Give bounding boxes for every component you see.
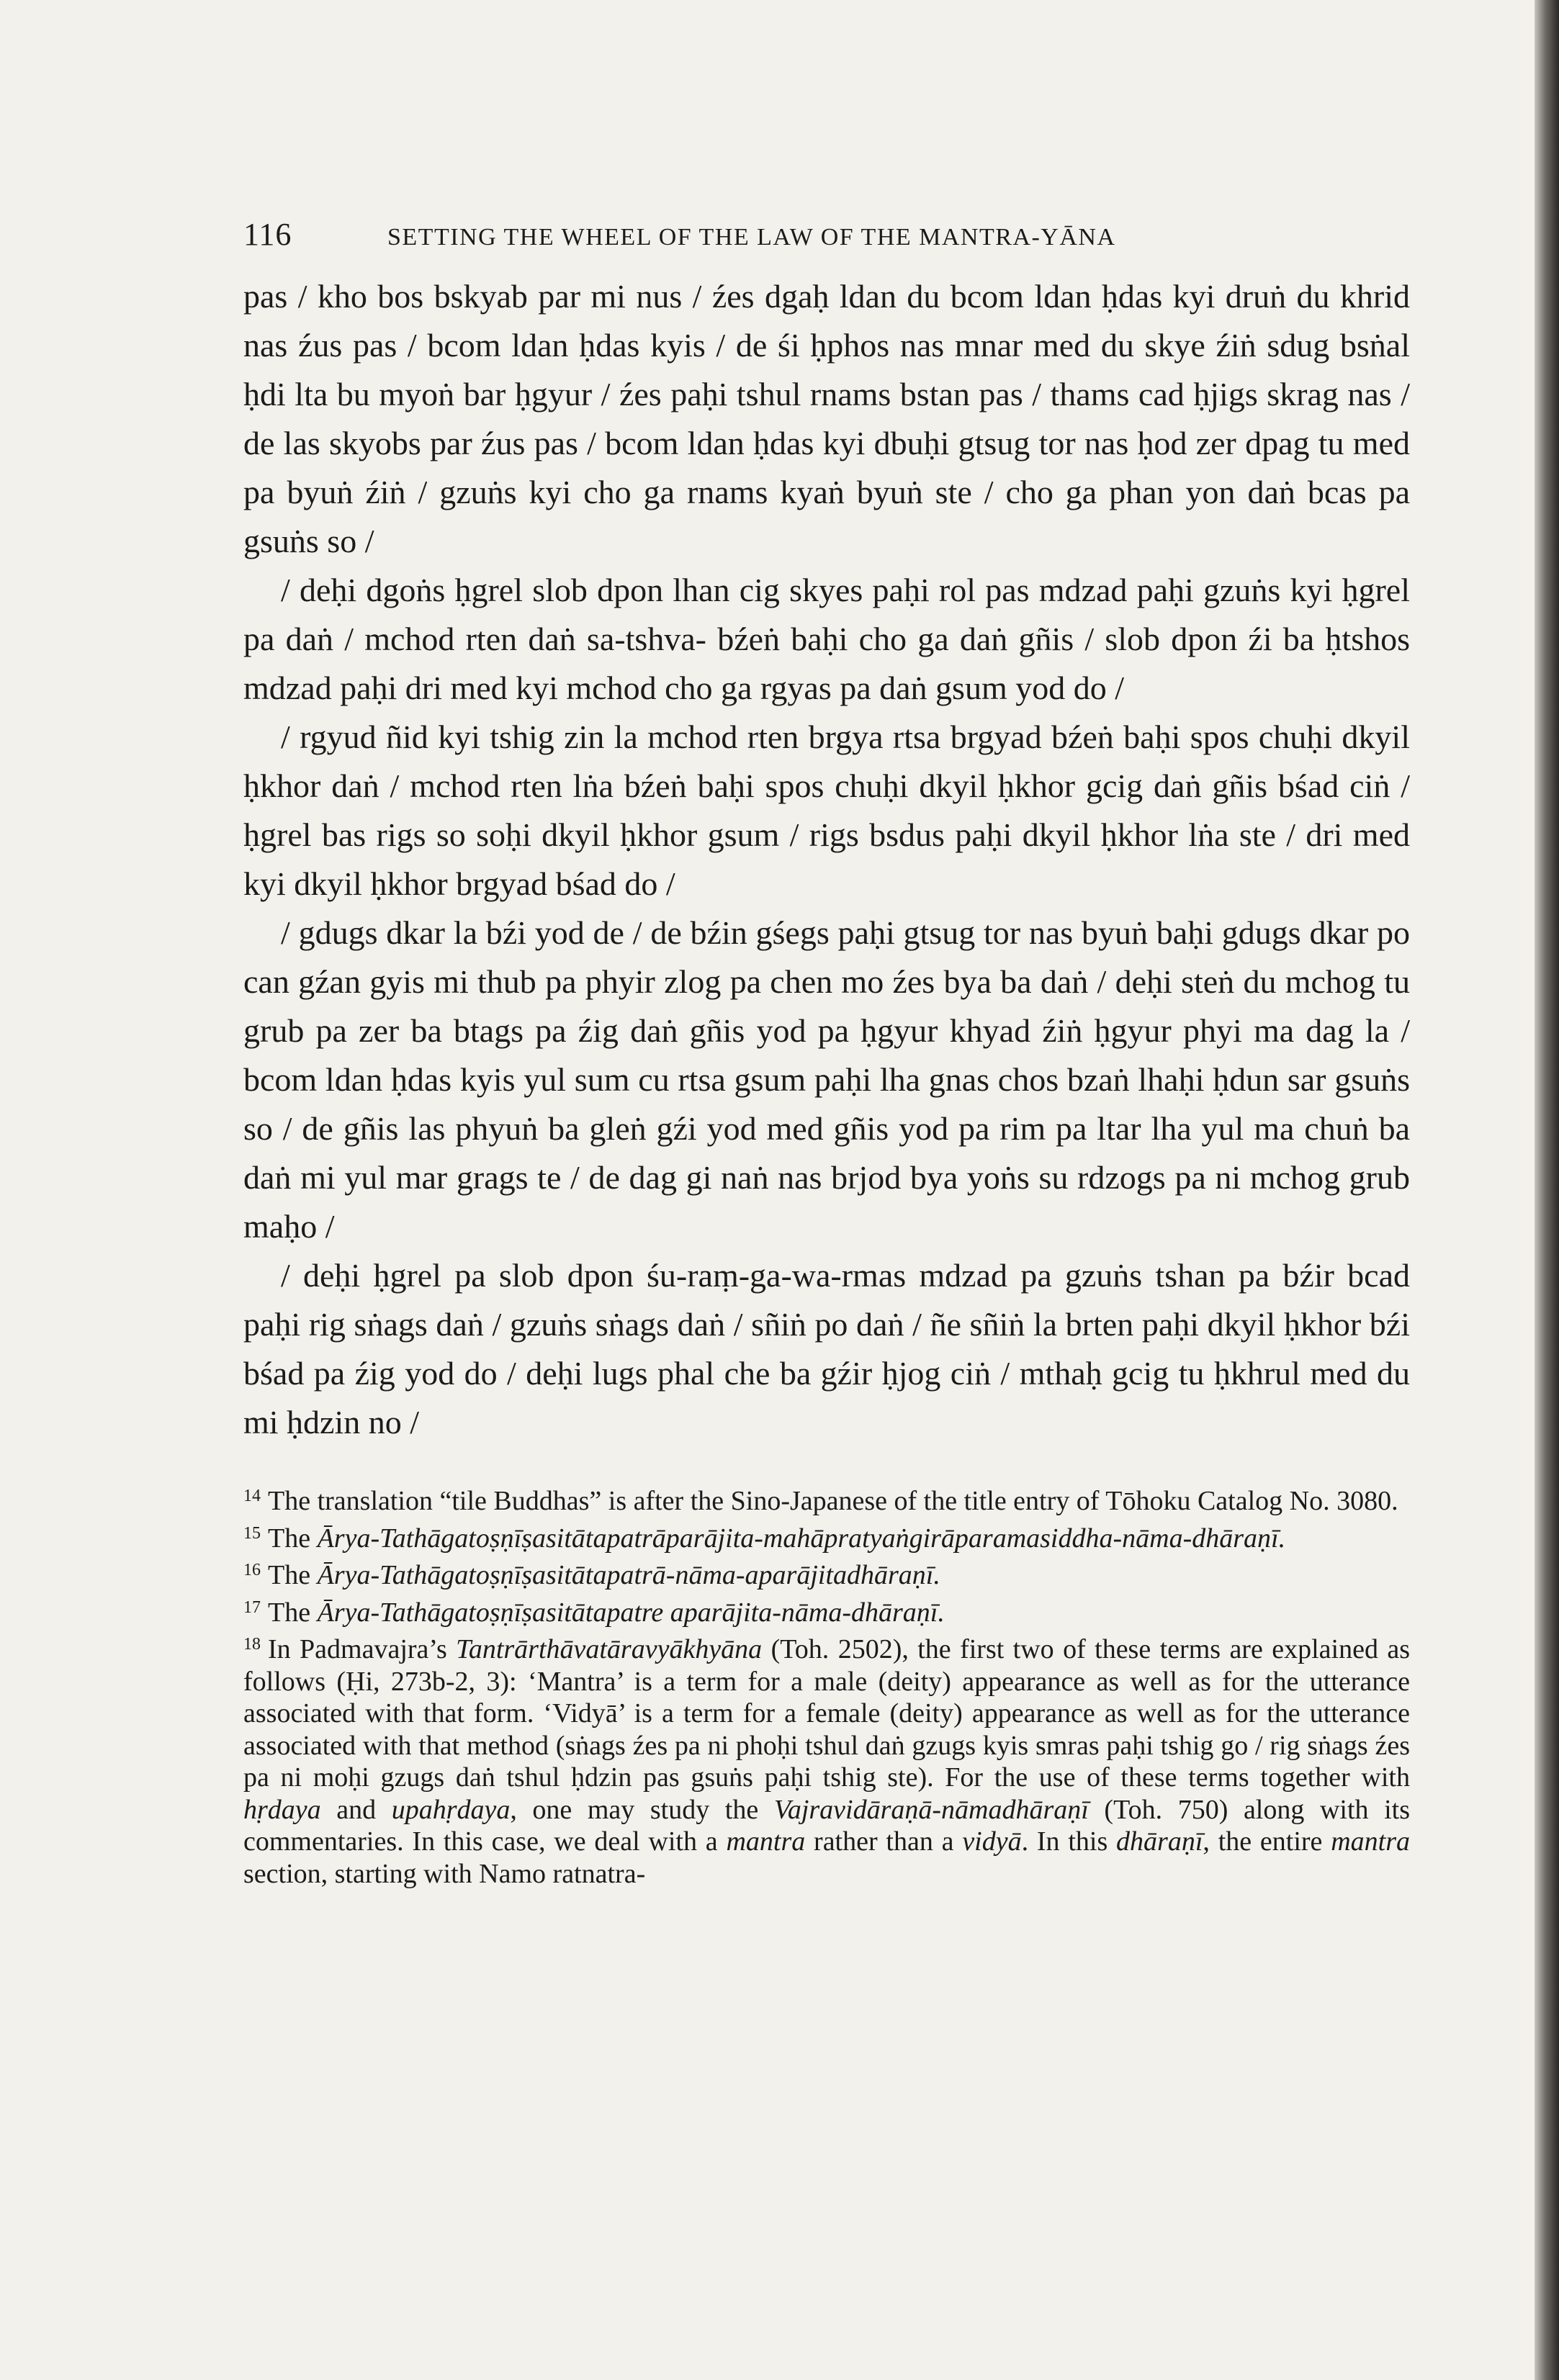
footnote-number: 14 <box>243 1487 261 1505</box>
footnotes <box>243 1480 1410 1890</box>
footnote-15: $^{15}$ The Ārya-Tathāgatoṣṇīṣasitātapatrāparājita-mahāpratyaṅgirāparamasiddha-nāma-dhāraṇī. <box>243 1523 1286 1554</box>
footnote-16: $^{16}$ The Ārya-Tathāgatoṣṇīṣasitātapatrā-nāma-aparājitadhāraṇī. <box>243 1560 940 1590</box>
paragraph: / deḥi ḥgrel pa slob dpon śu-raṃ-ga-wa-rmas mdzad pa gzuṅs tshan pa bźir bcad paḥi rig sṅags daṅ / gzuṅs sṅags daṅ / sñiṅ po daṅ / ñe sñiṅ la brten paḥi dkyil ḥkhor bźi bśad pa źig yod do / deḥi lugs phal che ba gźir ḥjog ciṅ / mthaḥ gcig tu ḥkhrul med du mi ḥdzin no / <box>243 1257 1410 1441</box>
body-text <box>243 272 1410 1447</box>
running-title: SETTING THE WHEEL OF THE LAW OF THE MANTRA-YĀNA <box>387 224 1116 251</box>
footnote-number: 15 <box>243 1523 261 1543</box>
book-spine-shadow <box>1535 0 1559 2380</box>
paragraph: / rgyud ñid kyi tshig zin la mchod rten brgya rtsa brgyad bźeṅ baḥi spos chuḥi dkyil ḥkhor daṅ / mchod rten lṅa bźeṅ baḥi spos chuḥi dkyil ḥkhor gcig daṅ gñis bśad ciṅ / ḥgrel bas rigs so soḥi dkyil ḥkhor gsum / rigs bsdus paḥi dkyil ḥkhor lṅa ste / dri med kyi dkyil ḥkhor brgyad bśad do / <box>243 718 1410 902</box>
footnote-number: 18 <box>243 1635 261 1654</box>
footnote-number: 17 <box>243 1597 261 1617</box>
page-content <box>243 216 1410 1890</box>
footnote-18: $^{18}$ In Padmavajra’s Tantrārthāvatāravyākhyāna (Toh. 2502), the first two of these terms are explained as follows (Ḥi, 273b-2, 3): ‘Mantra’ is a term for a male (deity) appearance as well as for the utterance associated with that form. ‘Vidyā’ is a term for a female (deity) appearance as well as for the utterance associated with that method (sṅags źes pa ni phoḥi tshul daṅ gzugs kyis smras paḥi tshig go / rig sṅags źes pa ni moḥi gzugs daṅ tshul ḥdzin pas gsuṅs paḥi tshig ste). For the use of these terms together with hṛdaya and upahṛdaya, one may study the Vajravidāraṇā-nāmadhāraṇī (Toh. 750) along with its commentaries. In this case, we deal with a mantra rather than a vidyā. In this dhāraṇī, the entire mantra section, starting with Namo ratnatra- <box>243 1634 1411 1889</box>
paragraph: / deḥi dgoṅs ḥgrel slob dpon lhan cig skyes paḥi rol pas mdzad paḥi gzuṅs kyi ḥgrel pa daṅ / mchod rten daṅ sa-tshva- bźeṅ baḥi cho ga daṅ gñis / slob dpon źi ba ḥtshos mdzad paḥi dri med kyi mchod cho ga rgyas pa daṅ gsum yod do / <box>243 572 1410 706</box>
footnote-number: 16 <box>243 1561 261 1579</box>
footnote-14: $^{14}$ The translation “tile Buddhas” is after the Sino-Japanese of the title entry of Tōhoku Catalog No. 3080. <box>243 1486 1398 1516</box>
page-number: 116 <box>243 217 292 252</box>
footnote-17: $^{17}$ The Ārya-Tathāgatoṣṇīṣasitātapatre aparājita-nāma-dhāraṇī. <box>243 1597 945 1628</box>
running-head <box>243 216 1410 266</box>
paragraph: pas / kho bos bskyab par mi nus / źes dgaḥ ldan du bcom ldan ḥdas kyi druṅ du khrid nas źus pas / bcom ldan ḥdas kyis / de śi ḥphos nas mnar med du skye źiṅ sdug bsṅal ḥdi lta bu myoṅ bar ḥgyur / źes paḥi tshul rnams bstan pas / thams cad ḥjigs skrag nas / de las skyobs par źus pas / bcom ldan ḥdas kyi dbuḥi gtsug tor nas ḥod zer dpag tu med pa byuṅ źiṅ / gzuṅs kyi cho ga rnams kyaṅ byuṅ ste / cho ga phan yon daṅ bcas pa gsuṅs so / <box>243 278 1410 559</box>
paragraph: / gdugs dkar la bźi yod de / de bźin gśegs paḥi gtsug tor nas byuṅ baḥi gdugs dkar po can gźan gyis mi thub pa phyir zlog pa chen mo źes bya ba daṅ / deḥi steṅ du mchog tu grub pa zer ba btags pa źig daṅ gñis yod pa ḥgyur khyad źiṅ ḥgyur phyi ma dag la / bcom ldan ḥdas kyis yul sum cu rtsa gsum paḥi lha gnas chos bzaṅ lhaḥi ḥdun sar gsuṅs so / de gñis las phyuṅ ba gleṅ gźi yod med gñis yod pa rim pa ltar lha yul ma chuṅ ba daṅ mi yul mar grags te / de dag gi naṅ nas brjod bya yoṅs su rdzogs pa ni mchog grub maḥo / <box>243 914 1410 1245</box>
